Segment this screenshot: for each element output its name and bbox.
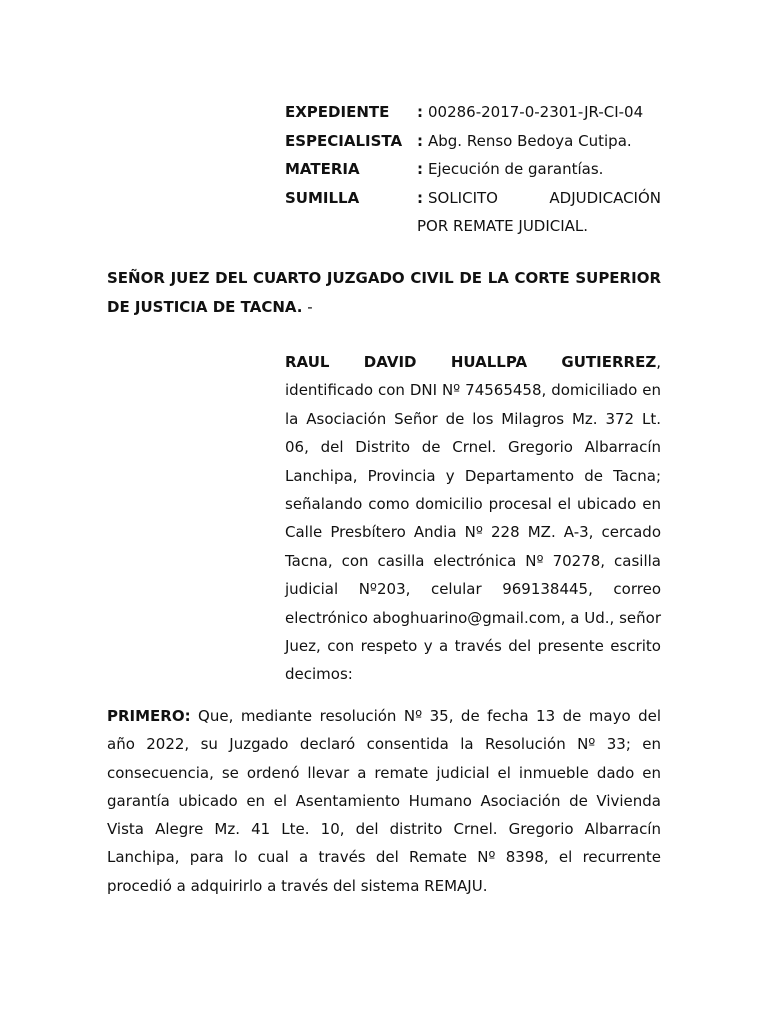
case-header: [285, 98, 661, 241]
header-row-especialista: [285, 127, 661, 156]
header-value: Ejecución de garantías.: [428, 160, 604, 179]
header-colon: :: [417, 160, 423, 179]
paragraph-body: Que, mediante resolución Nº 35, de fecha 13 de mayo del año 2022, su Juzgado declaró consentida la Resolución Nº 33; en consecuencia, se ordenó llevar a remate judicial el inmueble dado en garantía ubicado en el Asentamiento Humano Asociación de Vivienda Vista Alegre Mz. 41 Lte. 10, del distrito Crnel. Gregorio Albarracín Lanchipa, para lo cual a través del Remate Nº 8398, el recurrente procedió a adquirirlo a través del sistema REMAJU.: [107, 707, 661, 895]
party-name: RAUL DAVID HUALLPA GUTIERREZ: [285, 353, 657, 371]
addressee: [107, 264, 661, 321]
paragraph-primero: [107, 702, 661, 900]
header-label: SUMILLA: [285, 188, 360, 207]
header-row-sumilla: [285, 184, 661, 213]
sumilla-continuation: POR REMATE JUDICIAL.: [417, 217, 589, 236]
paragraph-heading: PRIMERO:: [107, 707, 191, 725]
addressee-text: SEÑOR JUEZ DEL CUARTO JUZGADO CIVIL DE LA CORTE SUPERIOR DE JUSTICIA DE TACNA.: [107, 269, 661, 316]
party-details: , identificado con DNI Nº 74565458, domiciliado en la Asociación Señor de los Milagros Mz. 372 Lt. 06, del Distrito de Crnel. Gregorio Albarracín Lanchipa, Provincia y Departamento de Tacna; señalando como domicilio procesal el ubicado en Calle Presbítero Andia Nº 228 MZ. A-3, cercado Tacna, con casilla electrónica Nº 70278, casilla judicial Nº203, celular 969138445, correo electrónico aboghuarino@gmail.com, a Ud., señor Juez, con respeto y a través del presente escrito decimos:: [285, 353, 661, 684]
header-value: Abg. Renso Bedoya Cutipa.: [428, 131, 632, 150]
header-row-expediente: [285, 98, 661, 127]
header-value: SOLICITO ADJUDICACIÓN: [428, 188, 661, 207]
party-identification: [285, 348, 661, 689]
header-label: MATERIA: [285, 160, 360, 179]
header-colon: :: [417, 188, 423, 207]
header-colon: :: [417, 131, 423, 150]
header-label: EXPEDIENTE: [285, 103, 390, 121]
addressee-dash: -: [302, 297, 313, 316]
header-row-materia: [285, 155, 661, 184]
header-colon: :: [417, 103, 423, 121]
header-value: 00286-2017-0-2301-JR-CI-04: [428, 103, 644, 121]
header-label: ESPECIALISTA: [285, 131, 403, 150]
